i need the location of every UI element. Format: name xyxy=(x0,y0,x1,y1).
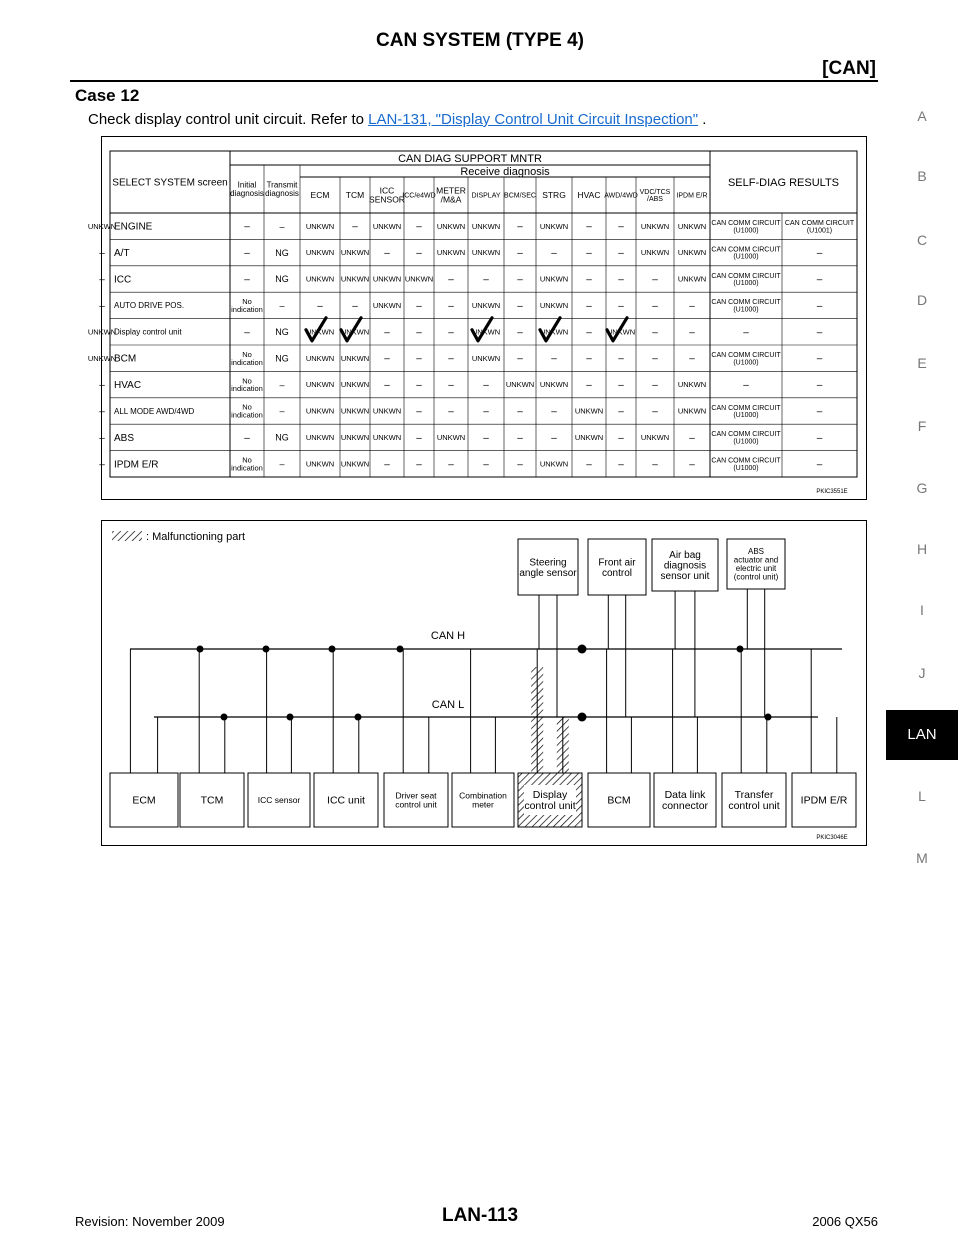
receive-diag-cell: – xyxy=(618,274,624,286)
receive-diag-cell: UNKWN xyxy=(305,274,335,284)
receive-diag-cell: UNKWN xyxy=(305,459,335,469)
malfunction-wire xyxy=(531,667,543,773)
transmit-diag-cell: – xyxy=(279,379,285,390)
receive-diag-cell: – xyxy=(652,380,658,392)
index-tab-l: L xyxy=(918,788,926,804)
self-diag-cell: CAN COMM CIRCUIT (U1000) xyxy=(711,246,781,261)
junction-dot xyxy=(287,714,294,721)
receive-diag-cell: UNKWN xyxy=(372,433,402,443)
receive-diag-cell: – xyxy=(551,432,557,444)
receive-diag-cell: UNKWN xyxy=(606,327,636,337)
receive-diag-cell: UNKWN xyxy=(539,274,569,284)
index-tab-a: A xyxy=(917,108,927,124)
receive-diag-cell: – xyxy=(483,406,489,418)
receive-col-header: HVAC xyxy=(577,189,601,200)
junction-dot xyxy=(397,646,404,653)
self-diag-cell: – xyxy=(816,353,823,365)
receive-diag-cell: – xyxy=(689,432,695,444)
receive-diag-cell: – xyxy=(448,380,454,392)
initial-diag-cell: – xyxy=(244,274,250,286)
receive-diag-cell: – xyxy=(517,327,523,339)
receive-diag-cell: – xyxy=(416,248,422,260)
receive-diag-cell: – xyxy=(483,432,489,444)
can-diag-table-figure xyxy=(87,136,867,500)
receive-diag-cell: – xyxy=(384,380,390,392)
receive-diag-cell: UNKWN xyxy=(471,327,501,337)
can-wiring-diagram-figure xyxy=(101,520,867,846)
receive-diag-cell: – xyxy=(384,248,390,260)
receive-col-header: ICC SENSOR xyxy=(369,185,405,205)
receive-diag-cell: – xyxy=(586,380,592,392)
receive-diag-cell: – xyxy=(99,274,105,286)
top-unit-label: Front air control xyxy=(598,557,636,579)
bottom-unit-label: Transfer control unit xyxy=(728,789,780,813)
bottom-unit-label: BCM xyxy=(607,794,631,807)
row-label: HVAC xyxy=(114,380,142,392)
can-wiring-diagram xyxy=(102,521,866,845)
row-label: Display control unit xyxy=(114,327,182,337)
receive-diag-cell: – xyxy=(416,380,422,392)
receive-diag-cell: UNKWN xyxy=(436,221,466,231)
instruction-suffix: . xyxy=(698,111,707,128)
transmit-diag-cell: – xyxy=(279,458,285,469)
receive-diag-cell: UNKWN xyxy=(305,248,335,258)
self-diag-header: SELF-DIAG RESULTS xyxy=(727,176,840,189)
section-tag: [CAN] xyxy=(822,58,876,79)
index-tab-b: B xyxy=(917,168,927,184)
receive-diag-cell: – xyxy=(618,248,624,260)
row-label: A/T xyxy=(114,248,130,260)
row-label: AUTO DRIVE POS. xyxy=(114,301,185,311)
receive-col-header: DISPLAY xyxy=(471,192,501,200)
footer-page-number: LAN-113 xyxy=(441,1205,519,1226)
self-diag-cell: – xyxy=(816,459,823,471)
junction-dot xyxy=(221,714,228,721)
receive-diag-cell: UNKWN xyxy=(539,221,569,231)
junction-dot xyxy=(737,646,744,653)
receive-diag-cell: UNKWN xyxy=(677,221,707,231)
self-diag-cell: – xyxy=(816,406,823,418)
malfunction-legend-swatch xyxy=(112,531,142,541)
receive-diag-cell: – xyxy=(586,353,592,365)
bottom-unit-label: IPDM E/R xyxy=(800,794,848,807)
receive-diag-cell: UNKWN xyxy=(677,248,707,258)
receive-diag-cell: UNKWN xyxy=(471,301,501,311)
initial-diag-cell: No indication xyxy=(231,402,263,420)
receive-col-header: TCM xyxy=(345,189,365,200)
receive-diag-cell: – xyxy=(586,248,592,260)
receive-diag-cell: – xyxy=(551,248,557,260)
footer-model: 2006 QX56 xyxy=(812,1214,878,1229)
receive-diag-cell: – xyxy=(416,432,422,444)
transmit-diag-cell: NG xyxy=(275,353,289,364)
index-tab-m: M xyxy=(916,850,928,866)
receive-diag-cell: UNKWN xyxy=(539,327,569,337)
receive-diag-cell: – xyxy=(517,406,523,418)
bottom-unit-label: ECM xyxy=(132,794,156,807)
receive-col-header: VDC/TCS /ABS xyxy=(639,188,671,204)
index-tab-j: J xyxy=(918,665,926,681)
receive-col-header: AWD/4WD xyxy=(604,192,638,200)
receive-diag-cell: – xyxy=(99,380,105,392)
transmit-diag-cell: NG xyxy=(275,274,289,285)
junction-dot xyxy=(578,645,587,654)
receive-diag-cell: – xyxy=(448,274,454,286)
receive-diag-cell: – xyxy=(689,327,695,339)
self-diag-cell: CAN COMM CIRCUIT (U1001) xyxy=(784,219,855,235)
malfunction-wire xyxy=(557,717,569,773)
index-tab-i: I xyxy=(920,602,924,618)
reference-link[interactable]: LAN-131, "Display Control Unit Circuit Inspection" xyxy=(368,111,699,128)
initial-diag-cell: – xyxy=(244,221,250,233)
bottom-unit-label: Combination meter xyxy=(459,790,507,810)
receive-col-header: BCM/SEC xyxy=(504,192,536,200)
self-diag-cell: CAN COMM CIRCUIT (U1000) xyxy=(711,219,781,235)
receive-col-header: STRG xyxy=(542,189,566,200)
top-unit-label: ABS actuator and electric unit (control unit) xyxy=(733,547,779,582)
self-diag-cell: – xyxy=(816,300,823,312)
junction-dot xyxy=(578,713,587,722)
receive-diag-cell: – xyxy=(618,300,624,312)
index-tab-f: F xyxy=(917,418,927,434)
receive-diag-cell: UNKWN xyxy=(305,353,335,363)
receive-diag-cell: UNKWN xyxy=(340,248,370,258)
row-label: ICC xyxy=(114,274,132,286)
receive-diag-cell: – xyxy=(483,380,489,392)
receive-diag-cell: UNKWN xyxy=(305,380,335,390)
receive-diag-cell: UNKWN xyxy=(677,406,707,416)
bottom-unit-label: TCM xyxy=(200,794,224,807)
index-tab-lan: LAN xyxy=(886,710,958,760)
receive-diag-cell: – xyxy=(448,406,454,418)
receive-diag-cell: – xyxy=(618,221,624,233)
receive-col-header: IPDM E/R xyxy=(676,192,708,200)
receive-diag-cell: UNKWN xyxy=(404,274,434,284)
self-diag-cell: CAN COMM CIRCUIT (U1000) xyxy=(711,351,781,367)
receive-diag-cell: – xyxy=(384,327,390,339)
receive-diag-cell: – xyxy=(517,353,523,365)
junction-dot xyxy=(329,646,336,653)
row-label: ENGINE xyxy=(114,221,153,233)
receive-diag-header: Receive diagnosis xyxy=(460,165,550,178)
receive-diag-cell: – xyxy=(483,459,489,471)
self-diag-cell: – xyxy=(743,380,749,392)
receive-diag-cell: – xyxy=(416,459,422,471)
receive-diag-cell: – xyxy=(416,300,422,312)
junction-dot xyxy=(355,714,362,721)
junction-dot xyxy=(197,646,204,653)
receive-diag-cell: – xyxy=(652,353,658,365)
figure-code: PKIC3551E xyxy=(816,489,848,496)
receive-diag-cell: – xyxy=(586,300,592,312)
index-tab-e: E xyxy=(917,355,927,371)
receive-diag-cell: – xyxy=(448,327,454,339)
receive-diag-cell: UNKWN xyxy=(372,274,402,284)
receive-diag-cell: – xyxy=(618,432,624,444)
receive-diag-cell: UNKWN xyxy=(87,221,117,231)
receive-diag-cell: – xyxy=(652,459,658,471)
receive-diag-cell: – xyxy=(517,248,523,260)
receive-diag-cell: – xyxy=(689,300,695,312)
initial-diag-cell: No indication xyxy=(231,455,263,473)
receive-diag-cell: – xyxy=(416,406,422,418)
receive-diag-cell: – xyxy=(551,406,557,418)
receive-diag-cell: – xyxy=(517,432,523,444)
receive-col-header: METER /M&A xyxy=(436,185,466,205)
receive-diag-cell: UNKWN xyxy=(471,353,501,363)
receive-diag-cell: UNKWN xyxy=(340,433,370,443)
receive-diag-cell: – xyxy=(652,406,658,418)
receive-diag-cell: – xyxy=(652,274,658,286)
receive-diag-cell: – xyxy=(586,221,592,233)
self-diag-cell: – xyxy=(816,274,823,286)
bottom-unit-label: Data link connector xyxy=(661,789,709,813)
receive-diag-cell: – xyxy=(618,459,624,471)
can-diag-header: CAN DIAG SUPPORT MNTR xyxy=(398,152,542,165)
receive-diag-cell: UNKWN xyxy=(436,248,466,258)
top-unit-label: Steering angle sensor xyxy=(519,557,577,579)
initial-diag-cell: – xyxy=(244,248,250,260)
bottom-unit-label: ICC unit xyxy=(327,794,365,807)
receive-diag-cell: – xyxy=(586,327,592,339)
receive-diag-cell: – xyxy=(652,300,658,312)
receive-diag-cell: UNKWN xyxy=(305,433,335,443)
self-diag-cell: CAN COMM CIRCUIT (U1000) xyxy=(711,431,781,446)
receive-diag-cell: UNKWN xyxy=(372,301,402,311)
receive-diag-cell: – xyxy=(352,221,358,233)
receive-diag-cell: UNKWN xyxy=(640,221,670,231)
transmit-diag-cell: NG xyxy=(275,326,289,337)
receive-col-header: ICC/e4WD xyxy=(402,192,436,200)
receive-diag-cell: – xyxy=(317,300,323,312)
bottom-unit-label: Display control unit xyxy=(524,789,576,813)
self-diag-cell: – xyxy=(816,248,823,260)
initial-diag-cell: No indication xyxy=(231,297,263,314)
receive-diag-cell: UNKWN xyxy=(471,248,501,258)
receive-diag-cell: UNKWN xyxy=(87,353,117,363)
index-tab-c: C xyxy=(916,232,928,248)
transmit-diag-cell: NG xyxy=(275,432,289,443)
malfunction-legend-text: : Malfunctioning part xyxy=(146,530,246,543)
receive-diag-cell: – xyxy=(618,353,624,365)
transmit-diag-cell: – xyxy=(279,221,285,232)
receive-diag-cell: UNKWN xyxy=(305,406,335,416)
case-heading: Case 12 xyxy=(75,86,140,105)
index-tab-h: H xyxy=(916,541,928,557)
receive-diag-cell: UNKWN xyxy=(340,380,370,390)
receive-diag-cell: – xyxy=(99,300,105,312)
junction-dot xyxy=(765,714,772,721)
receive-diag-cell: UNKWN xyxy=(471,221,501,231)
receive-diag-cell: – xyxy=(99,432,105,444)
receive-diag-cell: – xyxy=(586,459,592,471)
initial-diag-header: Initial diagnosis xyxy=(230,180,264,198)
receive-diag-cell: – xyxy=(99,248,105,260)
row-label: IPDM E/R xyxy=(114,459,159,471)
receive-diag-cell: – xyxy=(586,274,592,286)
receive-diag-cell: UNKWN xyxy=(539,380,569,390)
receive-col-header: ECM xyxy=(310,189,330,200)
transmit-diag-header: Transmit diagnosis xyxy=(265,180,299,198)
receive-diag-cell: – xyxy=(689,459,695,471)
receive-diag-cell: – xyxy=(517,459,523,471)
self-diag-cell: CAN COMM CIRCUIT (U1000) xyxy=(711,457,781,472)
header-rule xyxy=(70,80,878,82)
receive-diag-cell: UNKWN xyxy=(340,459,370,469)
can-l-label: CAN L xyxy=(431,698,465,711)
transmit-diag-cell: – xyxy=(279,300,285,311)
bottom-unit-label: ICC sensor xyxy=(257,794,301,805)
junction-dot xyxy=(263,646,270,653)
instruction-text xyxy=(88,111,706,128)
receive-diag-cell: – xyxy=(99,459,105,471)
initial-diag-cell: No indication xyxy=(231,349,263,367)
receive-diag-cell: – xyxy=(517,274,523,286)
receive-diag-cell: – xyxy=(483,274,489,286)
receive-diag-cell: – xyxy=(448,300,454,312)
row-label: ALL MODE AWD/4WD xyxy=(114,406,195,416)
receive-diag-cell: UNKWN xyxy=(677,380,707,390)
transmit-diag-cell: – xyxy=(279,406,285,417)
receive-diag-cell: – xyxy=(618,380,624,392)
select-system-header: SELECT SYSTEM screen xyxy=(112,177,228,189)
receive-diag-cell: UNKWN xyxy=(372,221,402,231)
self-diag-cell: CAN COMM CIRCUIT (U1000) xyxy=(711,404,781,420)
receive-diag-cell: – xyxy=(416,221,422,233)
receive-diag-cell: – xyxy=(416,353,422,365)
self-diag-cell: – xyxy=(816,380,823,392)
index-tab-d: D xyxy=(916,292,928,308)
receive-diag-cell: – xyxy=(384,459,390,471)
receive-diag-cell: – xyxy=(551,353,557,365)
receive-diag-cell: UNKWN xyxy=(539,301,569,311)
receive-diag-cell: – xyxy=(448,459,454,471)
initial-diag-cell: – xyxy=(244,432,250,444)
receive-diag-cell: UNKWN xyxy=(574,406,604,416)
receive-diag-cell: UNKWN xyxy=(305,327,335,337)
receive-diag-cell: UNKWN xyxy=(677,274,707,284)
can-diag-table xyxy=(87,137,866,499)
receive-diag-cell: UNKWN xyxy=(305,221,335,231)
index-tab-g: G xyxy=(916,480,928,496)
receive-diag-cell: UNKWN xyxy=(340,353,370,363)
can-h-label: CAN H xyxy=(430,629,466,642)
receive-diag-cell: – xyxy=(618,406,624,418)
self-diag-cell: CAN COMM CIRCUIT (U1000) xyxy=(711,299,781,314)
footer-revision: Revision: November 2009 xyxy=(75,1214,225,1229)
self-diag-cell: – xyxy=(743,327,749,339)
page-title: CAN SYSTEM (TYPE 4) xyxy=(376,30,584,51)
figure-code: PKIC3046E xyxy=(816,835,848,842)
initial-diag-cell: – xyxy=(244,327,250,339)
receive-diag-cell: – xyxy=(652,327,658,339)
receive-diag-cell: UNKWN xyxy=(372,406,402,416)
receive-diag-cell: UNKWN xyxy=(340,406,370,416)
receive-diag-cell: UNKWN xyxy=(505,380,535,390)
receive-diag-cell: UNKWN xyxy=(574,433,604,443)
receive-diag-cell: – xyxy=(416,327,422,339)
receive-diag-cell: UNKWN xyxy=(340,274,370,284)
receive-diag-cell: UNKWN xyxy=(539,459,569,469)
receive-diag-cell: UNKWN xyxy=(640,433,670,443)
bottom-unit-label: Driver seat control unit xyxy=(395,790,437,810)
receive-diag-cell: – xyxy=(517,221,523,233)
row-label: BCM xyxy=(114,353,137,365)
row-label: ABS xyxy=(114,432,135,444)
self-diag-cell: – xyxy=(816,327,823,339)
initial-diag-cell: No indication xyxy=(231,376,263,394)
receive-diag-cell: UNKWN xyxy=(436,433,466,443)
receive-diag-cell: – xyxy=(99,406,105,418)
table-border xyxy=(110,151,857,477)
receive-diag-cell: – xyxy=(689,353,695,365)
transmit-diag-cell: NG xyxy=(275,247,289,258)
top-unit-label: Air bag diagnosis sensor unit xyxy=(660,550,710,582)
receive-diag-cell: – xyxy=(517,300,523,312)
instruction-prefix: Check display control unit circuit. Refer to xyxy=(88,111,369,128)
receive-diag-cell: – xyxy=(352,300,358,312)
self-diag-cell: CAN COMM CIRCUIT (U1000) xyxy=(711,272,781,288)
receive-diag-cell: UNKWN xyxy=(87,327,117,337)
receive-diag-cell: UNKWN xyxy=(340,327,370,337)
receive-diag-cell: – xyxy=(448,353,454,365)
self-diag-cell: – xyxy=(816,432,823,444)
receive-diag-cell: – xyxy=(384,353,390,365)
receive-diag-cell: UNKWN xyxy=(640,248,670,258)
